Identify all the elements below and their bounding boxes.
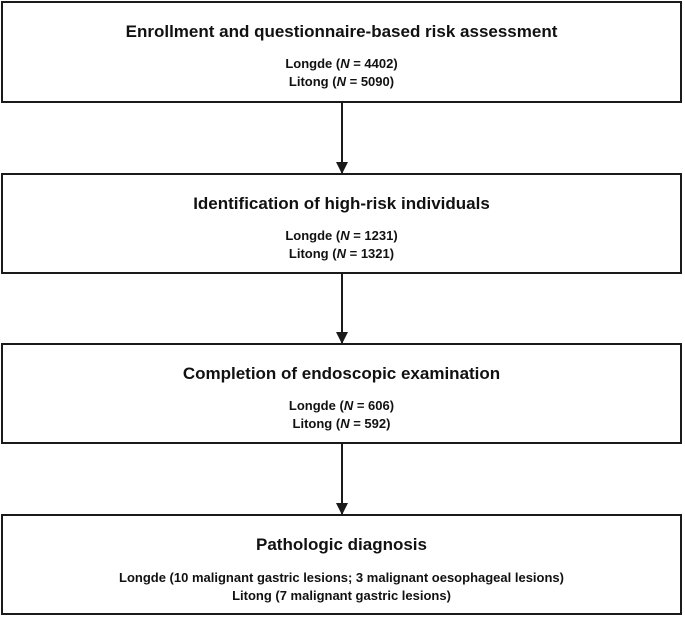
step-counts: [3, 397, 680, 433]
equals-sign: =: [345, 74, 361, 89]
flow-box-pathology: [1, 514, 682, 615]
step-title: Enrollment and questionnaire-based risk assessment: [125, 22, 558, 41]
site-name: Litong: [292, 416, 333, 431]
step-title: Pathologic diagnosis: [256, 535, 427, 554]
site-name: Longde: [288, 398, 336, 413]
count-value: 606: [368, 398, 390, 413]
count-value: 1231: [364, 228, 394, 243]
count-value: 5090: [360, 74, 390, 89]
n-symbol: N: [336, 246, 346, 261]
step-counts: [3, 227, 680, 263]
equals-sign: =: [349, 228, 365, 243]
flow-box-enrollment: [1, 1, 682, 103]
flow-arrow: [341, 274, 343, 343]
equals-sign: =: [353, 398, 369, 413]
flow-box-endoscopy: [1, 343, 682, 444]
count-line-litong: Litong (N = 1321): [288, 246, 395, 261]
outcome-line-litong: Litong (7 malignant gastric lesions): [232, 588, 451, 603]
count-value: 1321: [360, 246, 390, 261]
n-symbol: N: [340, 416, 350, 431]
flow-arrow: [341, 103, 343, 173]
flow-box-high-risk: [1, 173, 682, 274]
count-line-longde: Longde (N = 4402): [285, 56, 398, 71]
step-counts: [3, 55, 680, 91]
count-line-longde: Longde (N = 1231): [285, 228, 398, 243]
n-symbol: N: [336, 74, 346, 89]
step-outcomes: [3, 569, 680, 605]
flow-arrow: [341, 444, 343, 514]
site-name: Longde: [285, 56, 333, 71]
count-line-longde: Longde (N = 606): [288, 398, 395, 413]
equals-sign: =: [345, 246, 361, 261]
n-symbol: N: [340, 56, 350, 71]
outcome-line-longde: Longde (10 malignant gastric lesions; 3 malignant oesophageal lesions): [119, 570, 564, 585]
equals-sign: =: [349, 416, 365, 431]
count-line-litong: Litong (N = 5090): [288, 74, 395, 89]
count-value: 592: [364, 416, 387, 431]
step-title: Completion of endoscopic examination: [182, 364, 501, 383]
n-symbol: N: [343, 398, 354, 413]
count-line-litong: Litong (N = 592): [292, 416, 391, 431]
site-name: Litong: [288, 246, 329, 261]
site-name: Longde: [285, 228, 333, 243]
equals-sign: =: [349, 56, 365, 71]
step-title: Identification of high-risk individuals: [193, 194, 490, 213]
site-name: Litong: [288, 74, 329, 89]
count-value: 4402: [364, 56, 394, 71]
n-symbol: N: [340, 228, 350, 243]
